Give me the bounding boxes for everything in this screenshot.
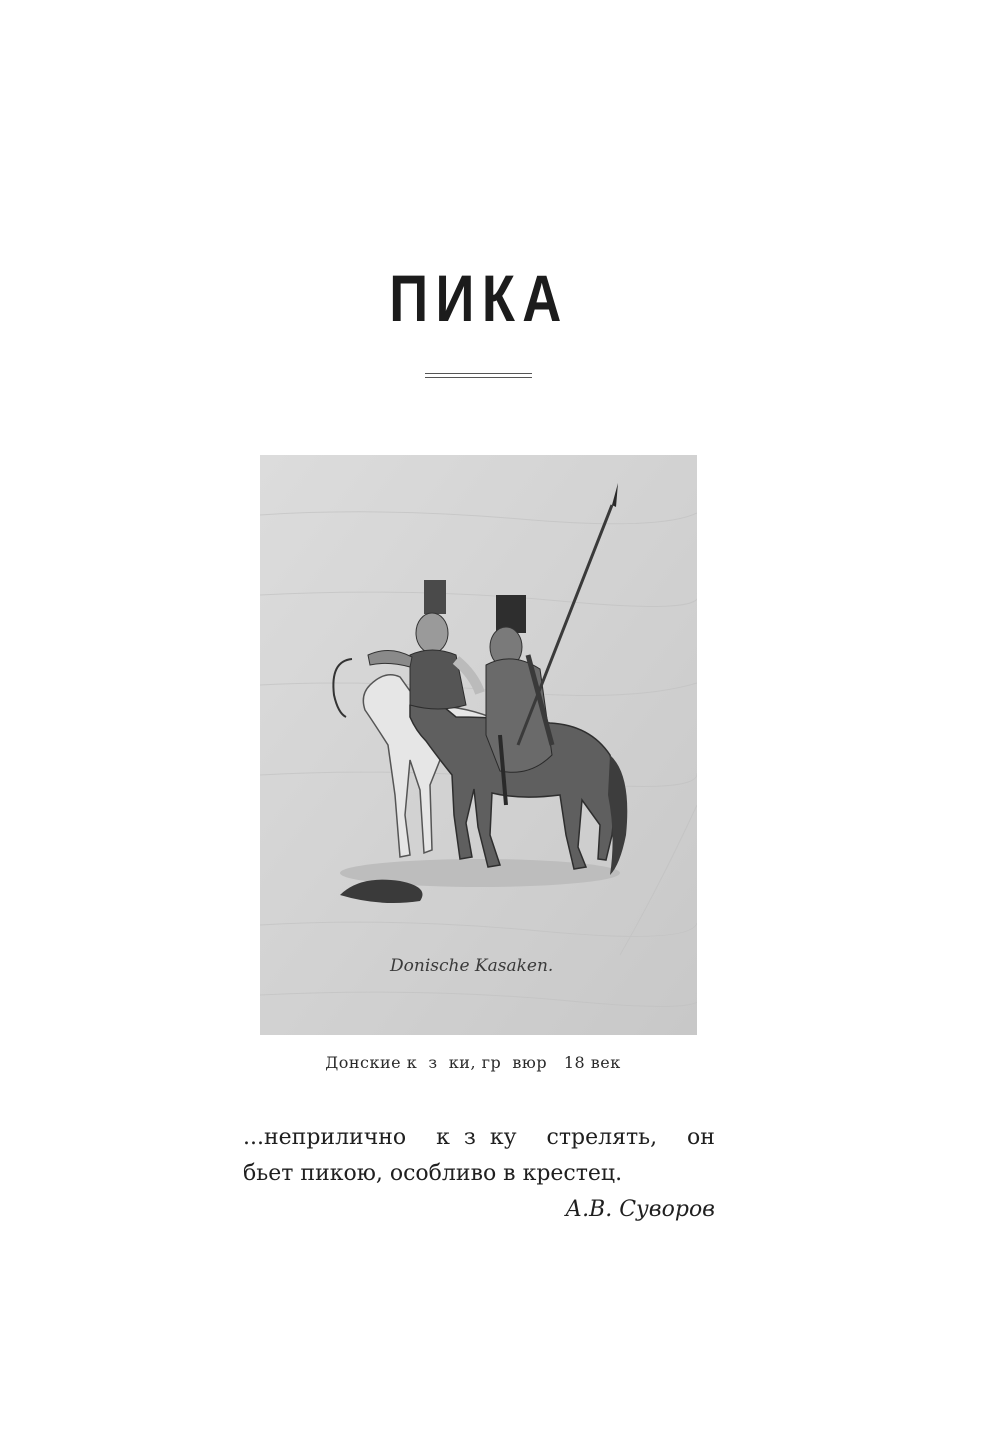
- epigraph-word: он: [687, 1125, 715, 1150]
- epigraph-word: к з ку: [436, 1125, 517, 1150]
- epigraph-author: А.В. Суворов: [565, 1197, 715, 1222]
- epigraph-line-1: [243, 1120, 715, 1156]
- engraving-illustration: [260, 455, 697, 1035]
- engraving-inscription: Donische Kasaken.: [390, 956, 554, 976]
- epigraph: [243, 1120, 715, 1228]
- chapter-title: ПИКА: [389, 261, 569, 335]
- cossacks-engraving: [260, 455, 697, 1035]
- epigraph-word: стрелять,: [546, 1125, 658, 1150]
- title-divider: [425, 373, 532, 378]
- epigraph-line-2: бьет пикою, особливо в крестец.: [243, 1161, 623, 1186]
- epigraph-word: ...неприлично: [243, 1125, 407, 1150]
- figure-caption: Донские к з ки, гр вюр 18 век: [325, 1053, 621, 1072]
